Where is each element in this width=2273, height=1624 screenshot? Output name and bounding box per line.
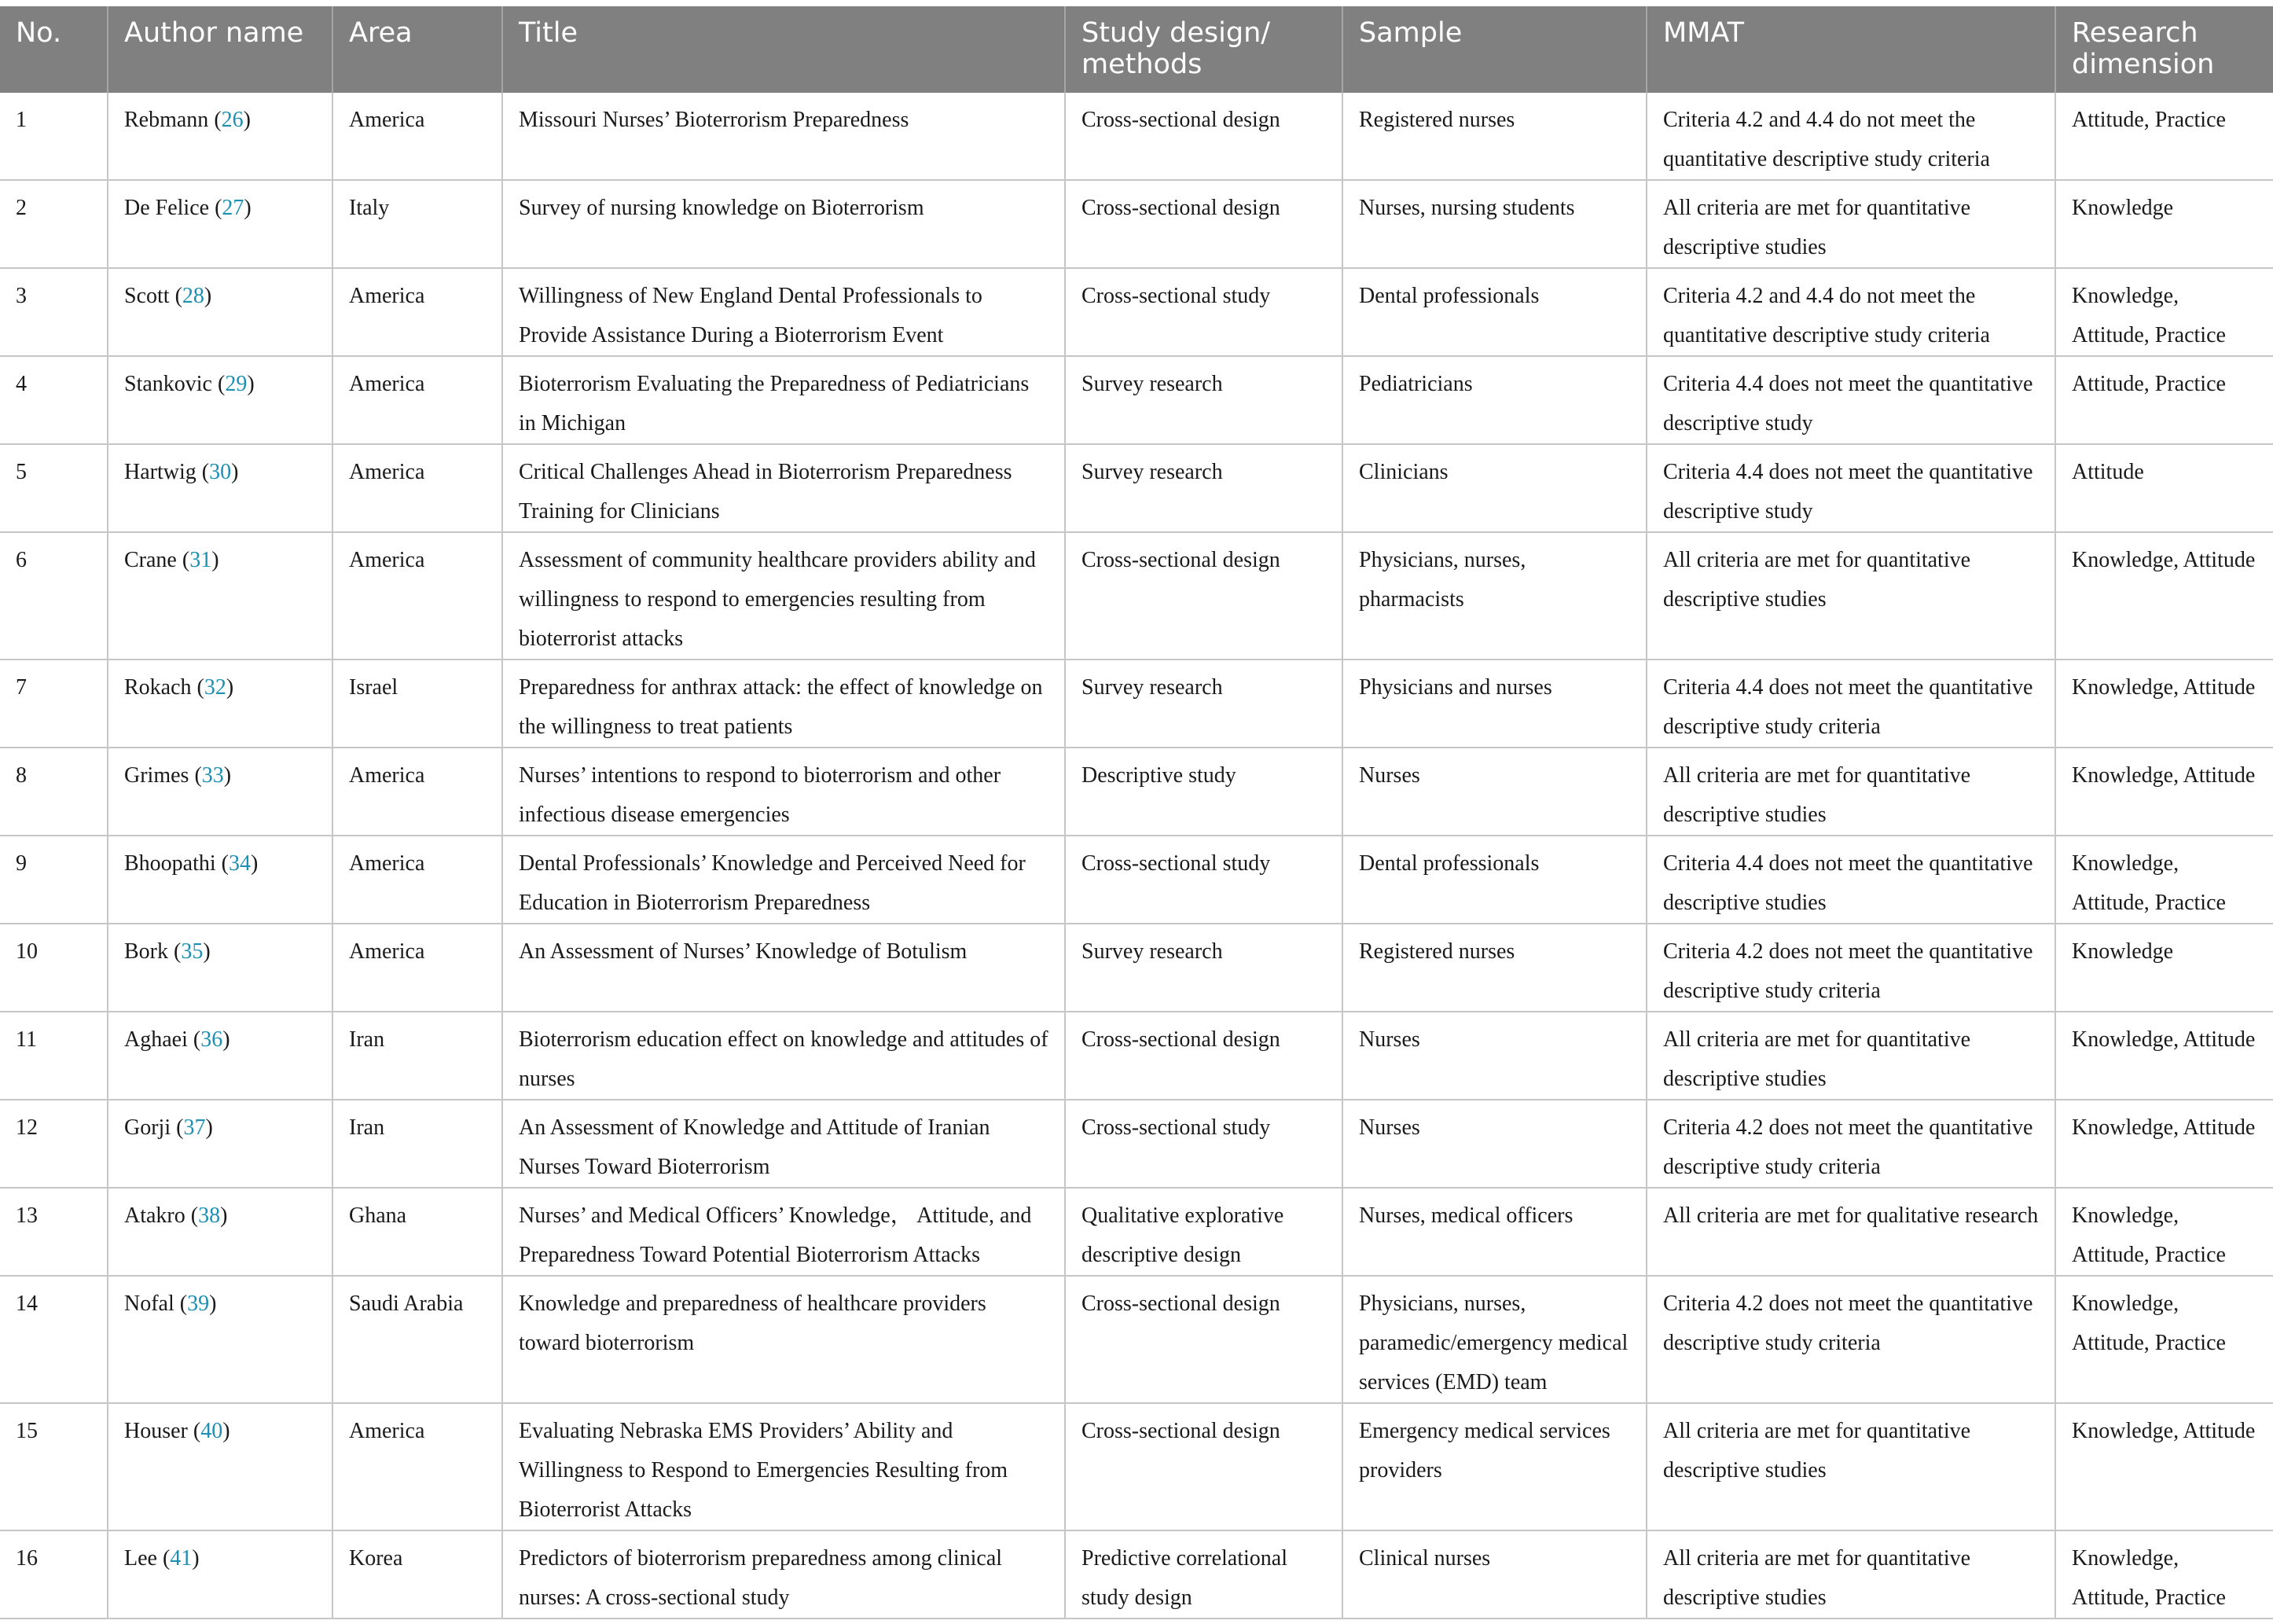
author-name: Rokach <box>124 675 192 700</box>
author-name: Grimes <box>124 763 189 788</box>
author-name: De Felice <box>124 196 210 220</box>
cell-sample: Clinicians <box>1342 444 1647 532</box>
author-name: Aghaei <box>124 1027 188 1052</box>
table-row <box>0 748 2273 836</box>
cell-area: Ghana <box>332 1188 502 1276</box>
cell-dimension: Knowledge <box>2055 924 2273 1012</box>
cell-mmat: Criteria 4.2 and 4.4 do not meet the quantitative descriptive study criteria <box>1647 93 2055 180</box>
reference-link[interactable]: 41 <box>170 1546 193 1571</box>
cell-author: De Felice (27) <box>108 180 332 268</box>
cell-no: 4 <box>0 356 108 444</box>
cell-author: Gorji (37) <box>108 1100 332 1188</box>
cell-mmat: All criteria are met for quantitative descriptive studies <box>1647 1012 2055 1100</box>
cell-sample: Clinical nurses <box>1342 1530 1647 1618</box>
cell-title: Bioterrorism education effect on knowledge and attitudes of nurses <box>502 1012 1065 1100</box>
reference-link[interactable]: 36 <box>200 1027 223 1052</box>
header-study-design: Study design/ methods <box>1065 6 1342 93</box>
cell-title: Nurses’ intentions to respond to bioterrorism and other infectious disease emergencies <box>502 748 1065 836</box>
cell-area: Israel <box>332 660 502 748</box>
cell-no: 1 <box>0 93 108 180</box>
cell-design: Qualitative explorative descriptive design <box>1065 1188 1342 1276</box>
table-row <box>0 1276 2273 1403</box>
cell-title: Preparedness for anthrax attack: the effect of knowledge on the willingness to treat patients <box>502 660 1065 748</box>
cell-no: 15 <box>0 1403 108 1530</box>
cell-title: Dental Professionals’ Knowledge and Perceived Need for Education in Bioterrorism Preparedness <box>502 836 1065 924</box>
cell-design: Survey research <box>1065 444 1342 532</box>
cell-dimension: Knowledge, Attitude <box>2055 1403 2273 1530</box>
cell-author: Scott (28) <box>108 268 332 356</box>
reference-link[interactable]: 37 <box>183 1115 206 1140</box>
reference-link[interactable]: 40 <box>200 1419 223 1443</box>
cell-dimension: Knowledge, Attitude <box>2055 532 2273 660</box>
cell-mmat: Criteria 4.4 does not meet the quantitative descriptive study <box>1647 444 2055 532</box>
cell-dimension: Knowledge, Attitude, Practice <box>2055 268 2273 356</box>
cell-area: America <box>332 836 502 924</box>
cell-no: 3 <box>0 268 108 356</box>
cell-dimension: Attitude, Practice <box>2055 93 2273 180</box>
cell-sample: Physicians, nurses, paramedic/emergency medical services (EMD) team <box>1342 1276 1647 1403</box>
cell-dimension: Knowledge, Attitude, Practice <box>2055 1276 2273 1403</box>
cell-title: Missouri Nurses’ Bioterrorism Preparedness <box>502 93 1065 180</box>
cell-area: America <box>332 748 502 836</box>
cell-mmat: All criteria are met for qualitative research <box>1647 1188 2055 1276</box>
cell-design: Cross-sectional design <box>1065 1012 1342 1100</box>
reference-link[interactable]: 38 <box>198 1203 221 1228</box>
header-row <box>0 6 2273 93</box>
cell-title: Predictors of bioterrorism preparedness among clinical nurses: A cross-sectional study <box>502 1530 1065 1618</box>
cell-area: America <box>332 924 502 1012</box>
reference-link[interactable]: 39 <box>187 1291 210 1316</box>
reference-link[interactable]: 27 <box>222 196 244 220</box>
header-area: Area <box>332 6 502 93</box>
table-row <box>0 180 2273 268</box>
cell-author: Houser (40) <box>108 1403 332 1530</box>
reference-link[interactable]: 33 <box>201 763 224 788</box>
cell-title: Nurses’ and Medical Officers’ Knowledge， Attitude, and Preparedness Toward Potential Bioterrorism Attacks <box>502 1188 1065 1276</box>
header-author-name: Author name <box>108 6 332 93</box>
cell-dimension: Knowledge, Attitude, Practice <box>2055 1188 2273 1276</box>
cell-design: Cross-sectional study <box>1065 836 1342 924</box>
cell-author: Atakro (38) <box>108 1188 332 1276</box>
cell-no: 10 <box>0 924 108 1012</box>
author-name: Lee <box>124 1546 157 1571</box>
author-name: Scott <box>124 284 170 308</box>
table-row <box>0 268 2273 356</box>
cell-dimension: Knowledge <box>2055 180 2273 268</box>
cell-sample: Pediatricians <box>1342 356 1647 444</box>
cell-dimension: Knowledge, Attitude <box>2055 748 2273 836</box>
cell-dimension: Knowledge, Attitude <box>2055 1100 2273 1188</box>
cell-design: Cross-sectional design <box>1065 532 1342 660</box>
reference-link[interactable]: 28 <box>182 284 204 308</box>
reference-link[interactable]: 31 <box>189 548 212 572</box>
cell-title: An Assessment of Knowledge and Attitude of Iranian Nurses Toward Bioterrorism <box>502 1100 1065 1188</box>
table-row <box>0 356 2273 444</box>
table-row <box>0 1530 2273 1618</box>
cell-title: Knowledge and preparedness of healthcare providers toward bioterrorism <box>502 1276 1065 1403</box>
cell-area: America <box>332 93 502 180</box>
cell-no: 6 <box>0 532 108 660</box>
cell-no: 5 <box>0 444 108 532</box>
cell-mmat: All criteria are met for quantitative descriptive studies <box>1647 532 2055 660</box>
cell-author: Hartwig (30) <box>108 444 332 532</box>
cell-title: Survey of nursing knowledge on Bioterrorism <box>502 180 1065 268</box>
reference-link[interactable]: 30 <box>209 460 232 484</box>
cell-no: 9 <box>0 836 108 924</box>
cell-area: America <box>332 268 502 356</box>
cell-mmat: Criteria 4.2 does not meet the quantitative descriptive study criteria <box>1647 1100 2055 1188</box>
cell-sample: Physicians and nurses <box>1342 660 1647 748</box>
cell-no: 14 <box>0 1276 108 1403</box>
cell-design: Cross-sectional design <box>1065 1403 1342 1530</box>
cell-design: Cross-sectional study <box>1065 1100 1342 1188</box>
cell-sample: Nurses <box>1342 1012 1647 1100</box>
header-sample: Sample <box>1342 6 1647 93</box>
author-name: Houser <box>124 1419 188 1443</box>
cell-author: Rokach (32) <box>108 660 332 748</box>
cell-mmat: Criteria 4.4 does not meet the quantitative descriptive studies <box>1647 836 2055 924</box>
cell-no: 2 <box>0 180 108 268</box>
cell-sample: Dental professionals <box>1342 268 1647 356</box>
cell-mmat: All criteria are met for quantitative descriptive studies <box>1647 180 2055 268</box>
cell-title: Willingness of New England Dental Professionals to Provide Assistance During a Bioterrorism Event <box>502 268 1065 356</box>
cell-sample: Nurses, medical officers <box>1342 1188 1647 1276</box>
cell-title: Bioterrorism Evaluating the Preparedness of Pediatricians in Michigan <box>502 356 1065 444</box>
cell-dimension: Attitude, Practice <box>2055 356 2273 444</box>
cell-design: Cross-sectional study <box>1065 268 1342 356</box>
cell-sample: Nurses, nursing students <box>1342 180 1647 268</box>
cell-area: America <box>332 1403 502 1530</box>
cell-design: Survey research <box>1065 924 1342 1012</box>
cell-mmat: Criteria 4.4 does not meet the quantitative descriptive study criteria <box>1647 660 2055 748</box>
cell-dimension: Knowledge, Attitude <box>2055 660 2273 748</box>
cell-mmat: Criteria 4.4 does not meet the quantitative descriptive study <box>1647 356 2055 444</box>
cell-area: America <box>332 444 502 532</box>
cell-area: America <box>332 532 502 660</box>
author-name: Nofal <box>124 1291 174 1316</box>
cell-design: Cross-sectional design <box>1065 93 1342 180</box>
table-row <box>0 93 2273 180</box>
author-name: Rebmann <box>124 108 209 132</box>
cell-area: Iran <box>332 1100 502 1188</box>
reference-link[interactable]: 34 <box>229 851 251 876</box>
cell-author: Bhoopathi (34) <box>108 836 332 924</box>
studies-table <box>0 6 2273 1619</box>
cell-design: Predictive correlational study design <box>1065 1530 1342 1618</box>
cell-sample: Dental professionals <box>1342 836 1647 924</box>
cell-author: Stankovic (29) <box>108 356 332 444</box>
cell-design: Cross-sectional design <box>1065 1276 1342 1403</box>
cell-design: Cross-sectional design <box>1065 180 1342 268</box>
cell-design: Descriptive study <box>1065 748 1342 836</box>
cell-dimension: Knowledge, Attitude, Practice <box>2055 836 2273 924</box>
cell-sample: Nurses <box>1342 748 1647 836</box>
cell-sample: Registered nurses <box>1342 924 1647 1012</box>
cell-mmat: All criteria are met for quantitative descriptive studies <box>1647 1403 2055 1530</box>
author-name: Hartwig <box>124 460 196 484</box>
author-name: Stankovic <box>124 372 212 396</box>
header-no: No. <box>16 17 62 49</box>
cell-mmat: All criteria are met for quantitative descriptive studies <box>1647 748 2055 836</box>
cell-no: 16 <box>0 1530 108 1618</box>
cell-no: 8 <box>0 748 108 836</box>
cell-title: Critical Challenges Ahead in Bioterrorism Preparedness Training for Clinicians <box>502 444 1065 532</box>
cell-design: Survey research <box>1065 660 1342 748</box>
table-row <box>0 1188 2273 1276</box>
cell-author: Lee (41) <box>108 1530 332 1618</box>
cell-sample: Physicians, nurses, pharmacists <box>1342 532 1647 660</box>
cell-sample: Registered nurses <box>1342 93 1647 180</box>
cell-dimension: Knowledge, Attitude, Practice <box>2055 1530 2273 1618</box>
author-name: Bhoopathi <box>124 851 216 876</box>
cell-mmat: Criteria 4.2 does not meet the quantitative descriptive study criteria <box>1647 1276 2055 1403</box>
cell-area: Iran <box>332 1012 502 1100</box>
cell-no: 11 <box>0 1012 108 1100</box>
cell-dimension: Attitude <box>2055 444 2273 532</box>
header-research-dimension: Research dimension <box>2055 6 2273 93</box>
cell-sample: Emergency medical services providers <box>1342 1403 1647 1530</box>
table-row <box>0 660 2273 748</box>
cell-title: Evaluating Nebraska EMS Providers’ Ability and Willingness to Respond to Emergencies Resulting from Bioterrorist Attacks <box>502 1403 1065 1530</box>
table-row <box>0 1012 2273 1100</box>
author-name: Gorji <box>124 1115 171 1140</box>
author-name: Atakro <box>124 1203 185 1228</box>
header-title: Title <box>502 6 1065 93</box>
table-row <box>0 924 2273 1012</box>
author-name: Crane <box>124 548 177 572</box>
table-row <box>0 1100 2273 1188</box>
cell-author: Grimes (33) <box>108 748 332 836</box>
header-mmat: MMAT <box>1647 6 2055 93</box>
cell-design: Survey research <box>1065 356 1342 444</box>
reference-link[interactable]: 26 <box>221 108 244 132</box>
table-row <box>0 1403 2273 1530</box>
cell-title: An Assessment of Nurses’ Knowledge of Botulism <box>502 924 1065 1012</box>
cell-author: Crane (31) <box>108 532 332 660</box>
reference-link[interactable]: 29 <box>225 372 248 396</box>
table-body <box>0 93 2273 1618</box>
cell-no: 12 <box>0 1100 108 1188</box>
cell-area: Korea <box>332 1530 502 1618</box>
table-row <box>0 836 2273 924</box>
reference-link[interactable]: 32 <box>204 675 226 700</box>
cell-area: Saudi Arabia <box>332 1276 502 1403</box>
cell-area: America <box>332 356 502 444</box>
cell-sample: Nurses <box>1342 1100 1647 1188</box>
cell-mmat: Criteria 4.2 does not meet the quantitative descriptive study criteria <box>1647 924 2055 1012</box>
table-row <box>0 532 2273 660</box>
cell-author: Aghaei (36) <box>108 1012 332 1100</box>
cell-mmat: All criteria are met for quantitative descriptive studies <box>1647 1530 2055 1618</box>
cell-title: Assessment of community healthcare providers ability and willingness to respond to emergencies resulting from bioterrorist attacks <box>502 532 1065 660</box>
cell-mmat: Criteria 4.2 and 4.4 do not meet the quantitative descriptive study criteria <box>1647 268 2055 356</box>
cell-no: 7 <box>0 660 108 748</box>
table-header <box>0 6 2273 93</box>
cell-author: Rebmann (26) <box>108 93 332 180</box>
cell-area: Italy <box>332 180 502 268</box>
cell-author: Bork (35) <box>108 924 332 1012</box>
reference-link[interactable]: 35 <box>181 939 204 964</box>
cell-no: 13 <box>0 1188 108 1276</box>
cell-author: Nofal (39) <box>108 1276 332 1403</box>
author-name: Bork <box>124 939 168 964</box>
cell-dimension: Knowledge, Attitude <box>2055 1012 2273 1100</box>
table-row <box>0 444 2273 532</box>
